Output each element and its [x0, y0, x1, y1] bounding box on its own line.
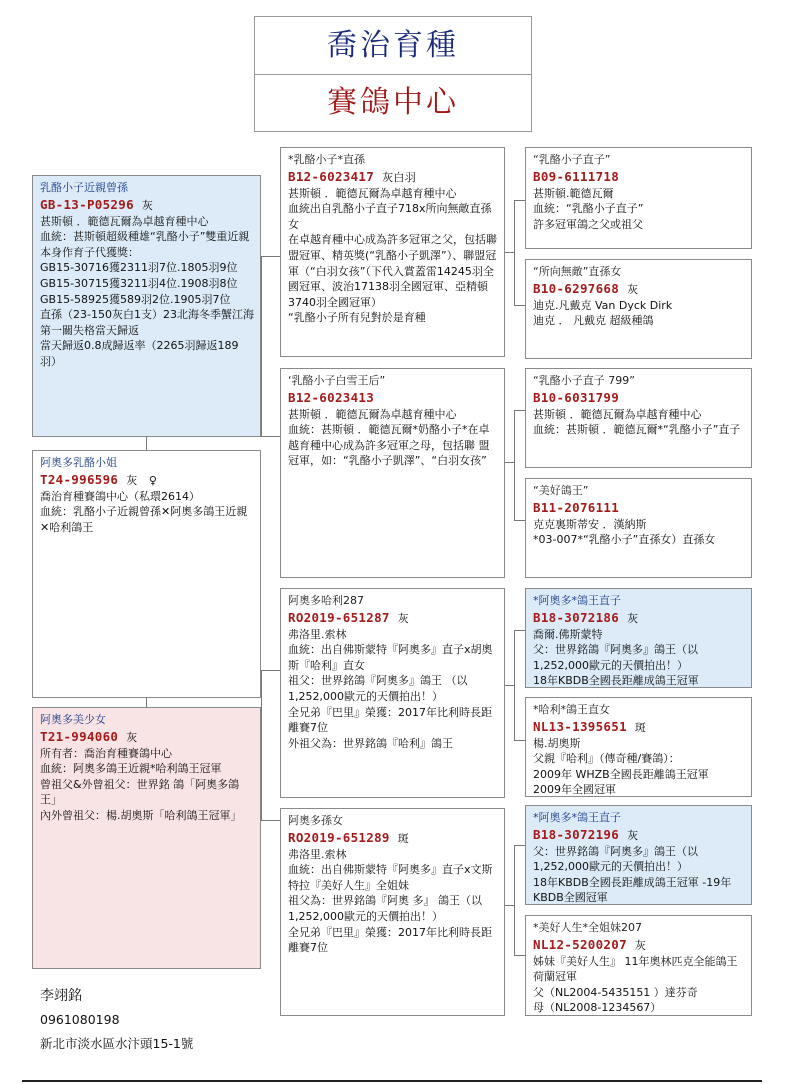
- pigeon-detail: 當天歸返0.8成歸返率（2265羽歸返189羽）: [40, 339, 239, 368]
- pigeon-detail: 父（NL2004-5435151 ）達芬奇: [533, 985, 698, 999]
- ring-number: NL13-1395651: [533, 718, 627, 734]
- pigeon-color: 灰: [634, 938, 647, 952]
- pigeon-color: 灰白羽: [382, 170, 416, 184]
- dsd-card: [525, 697, 752, 797]
- connector-line: [504, 685, 514, 686]
- sdd-card: [525, 478, 752, 578]
- connector-line: [514, 200, 515, 305]
- pigeon-color: 灰: [627, 282, 639, 296]
- pigeon-detail: 母（NL2008-1234567）: [533, 1001, 662, 1015]
- dam-dam-card: [280, 808, 505, 1016]
- pigeon-detail: 喬治育種賽鴿中心（私環2614）: [40, 489, 200, 503]
- pigeon-detail: 直孫（23-150灰白1支）23北海冬季蟹江海第一關失格當天歸返: [40, 308, 254, 337]
- connector-line: [514, 410, 515, 520]
- connector-line: [261, 436, 282, 437]
- pigeon-color: 灰: [141, 198, 154, 212]
- sire-sire-card: [280, 147, 505, 357]
- pigeon-detail: 甚斯頓 ．範德瓦爾為卓越育種中心: [40, 214, 209, 228]
- pigeon-detail: 父親『哈利』（傳奇種/賽鴿）：: [533, 752, 680, 766]
- pigeon-name: “所向無敵”直孫女: [533, 265, 622, 278]
- pigeon-detail: 甚斯頓.範德瓦爾: [533, 186, 614, 200]
- ring-number: B18-3072186: [533, 609, 620, 625]
- pigeon-detail: 在卓越育種中心成為許多冠軍之父，包括聯 盟冠軍、精英獎(“乳酪小子凱澤”）、聯盟冠 軍（“白羽女孩”（下代入賞蓋雷14245羽全國冠軍、波治17138羽全國冠軍、亞精頓3740羽全國冠軍）: [288, 233, 501, 309]
- pigeon-detail: 迪克.凡戴克 Van Dyck Dirk: [533, 298, 673, 312]
- pigeon-name: 阿奧多孫女: [288, 814, 343, 827]
- pigeon-color: 灰: [627, 611, 639, 625]
- pigeon-detail: 甚斯頓 ．範德瓦爾為卓越育種中心: [288, 186, 457, 200]
- pigeon-name: 阿奧多哈利287: [288, 594, 364, 607]
- pigeon-detail: 全兄弟『巴里』榮獲：2017年比利時長距離賽7位: [288, 925, 492, 955]
- pigeon-detail: 父：世界銘鴿『阿奧多』鴿王（以1,252,000歐元的天價拍出！）: [533, 844, 698, 874]
- connector-line: [261, 820, 282, 821]
- pigeon-detail: 祖父：世界銘鴿『阿奧多』鴿王 （以1,252,000歐元的天價拍出！）: [288, 674, 468, 703]
- contact-info: [40, 984, 193, 1056]
- pigeon-name: “乳酪小子直子 799”: [533, 374, 635, 387]
- connector-line: [261, 670, 262, 820]
- pigeon-detail: 2009年全國冠軍: [533, 783, 616, 797]
- connector-line: [504, 252, 514, 253]
- ring-number: T24-996596: [40, 471, 119, 487]
- pigeon-detail: 18年KBDB全國長距離成鴿王冠軍: [533, 674, 699, 688]
- subject-pigeon-card: [32, 175, 261, 437]
- pigeon-name: 乳酪小子近親曾孫: [40, 181, 128, 194]
- pigeon-detail: 血統：“乳酪小子直子”: [533, 202, 644, 216]
- pigeon-name: *哈利*鴿王直女: [533, 703, 610, 716]
- pigeon-detail: 血統：乳酪小子近親曾孫✕阿奧多鴿王近親✕哈利鴿王: [40, 505, 248, 534]
- pigeon-name: 阿奧多乳酪小姐: [40, 456, 117, 469]
- ring-number: RO2019-651287: [288, 609, 390, 625]
- pigeon-name: *阿奧多*鴿王直子: [533, 811, 621, 824]
- pigeon-detail: GB15-30715獲3211羽4位.1908羽8位: [40, 276, 238, 290]
- pigeon-detail: *03-007*“乳酪小子”直孫女）直孫女: [533, 533, 716, 547]
- sire-pigeon-card: [32, 450, 261, 698]
- pigeon-detail: GB15-58925獲589羽2位.1905羽7位: [40, 292, 231, 306]
- ddd-card: [525, 915, 752, 1016]
- dss-card: [525, 588, 752, 688]
- pigeon-detail: 2009年 WHZB全國長距離鴿王冠軍: [533, 767, 709, 781]
- connector-line: [261, 256, 282, 257]
- ring-number: B11-2076111: [533, 499, 620, 515]
- pigeon-detail: GB15-30716獲2311羽7位.1805羽9位: [40, 261, 238, 275]
- pigeon-detail: 血統：甚斯頓超級種雄“乳酪小子”雙重近親: [40, 230, 250, 244]
- pigeon-name: *乳酪小子*直孫: [288, 153, 365, 166]
- sds-card: [525, 368, 752, 468]
- pigeon-detail: 迪克 ． 凡戴克 超級種鴿: [533, 314, 654, 328]
- pigeon-color: 灰 ♀: [126, 473, 158, 487]
- header-title: 喬治育種: [254, 16, 532, 76]
- ring-number: GB-13-P05296: [40, 196, 134, 212]
- pigeon-color: 灰: [126, 730, 138, 744]
- connector-line: [261, 670, 282, 671]
- contact-address: 新北市淡水區水汴頭15-1號: [40, 1036, 194, 1051]
- pigeon-name: *美好人生*全姐妹207: [533, 921, 642, 934]
- pigeon-color: 灰: [627, 828, 639, 842]
- pigeon-name: ‘乳酪小子白雪王后”: [288, 374, 386, 387]
- pigeon-name: *阿奧多*鴿王直子: [533, 594, 621, 607]
- pigeon-detail: 血統：甚斯頓 ．範德瓦爾*奶酪小子*在卓越育種中心成為許多冠軍之母，包括聯 盟冠軍，如：“乳酪小子凱澤”、“白羽女孩”: [288, 423, 490, 468]
- pigeon-detail: 外祖父為：世界銘鴿『哈利』鴿王: [288, 736, 453, 750]
- pigeon-name: 阿奧多美少女: [40, 713, 106, 726]
- ring-number: T21-994060: [40, 728, 119, 744]
- ring-number: B09-6111718: [533, 168, 620, 184]
- ssd-card: [525, 259, 752, 359]
- ring-number: B12-6023413: [288, 389, 375, 405]
- pigeon-detail: 本身作育子代獲獎：: [40, 245, 139, 259]
- pigeon-detail: 所有者：喬治育種賽鴿中心: [40, 746, 172, 760]
- ring-number: B10-6297668: [533, 280, 620, 296]
- pigeon-detail: 曾祖父&外曾祖父：世界銘 鴿「阿奧多鴿王」: [40, 777, 240, 807]
- dam-pigeon-card: [32, 707, 261, 969]
- pigeon-detail: 血統：出自佛斯蒙特『阿奧多』直子x文斯特拉『美好人生』全姐妹: [288, 863, 493, 892]
- contact-name: 李翊銘: [40, 988, 82, 1004]
- pigeon-detail: 甚斯頓 ．範德瓦爾為卓越育種中心: [288, 407, 457, 421]
- ring-number: RO2019-651289: [288, 829, 390, 845]
- sss-card: [525, 147, 752, 249]
- ring-number: NL12-5200207: [533, 936, 627, 952]
- ring-number: B18-3072196: [533, 826, 620, 842]
- dds-card: [525, 805, 752, 905]
- header-subtitle: 賽鴿中心: [254, 74, 532, 132]
- pigeon-color: 斑: [634, 720, 647, 734]
- pigeon-detail: 血統：甚斯頓 ．範德瓦爾*“乳酪小子”直子: [533, 423, 741, 437]
- pigeon-name: “美好鴿王”: [533, 484, 589, 497]
- pigeon-detail: 甚斯頓 ．範德瓦爾為卓越育種中心: [533, 407, 702, 421]
- sire-dam-card: [280, 368, 505, 578]
- pigeon-detail: 楊.胡奧斯: [533, 736, 581, 750]
- pigeon-detail: 喬爾.佛斯蒙特: [533, 627, 603, 641]
- connector-line: [146, 437, 147, 450]
- pigeon-detail: 弗洛里.索林: [288, 847, 347, 861]
- connector-line: [514, 845, 515, 955]
- pigeon-detail: 弗洛里.索林: [288, 627, 347, 641]
- pigeon-detail: 姊妹『美好人生』 11年奧林匹克全能鴿王荷蘭冠軍: [533, 954, 738, 984]
- ring-number: B12-6023417: [288, 168, 375, 184]
- pigeon-detail: 許多冠軍鴿之父或祖父: [533, 217, 643, 231]
- connector-line: [146, 697, 147, 707]
- ring-number: B10-6031799: [533, 389, 620, 405]
- pigeon-color: 灰: [397, 611, 410, 625]
- pigeon-detail: 克克裏斯蒂安 ．漢納斯: [533, 517, 647, 531]
- pigeon-detail: 全兄弟『巴里』榮獲：2017年比利時長距離賽7位: [288, 705, 492, 735]
- connector-line: [504, 905, 514, 906]
- pigeon-name: “乳酪小子直子”: [533, 153, 611, 166]
- pigeon-detail: 18年KBDB全國長距離成鴿王冠軍 -19年KBDB全國冠軍: [533, 875, 732, 905]
- pigeon-detail: 內外曾祖父：楊.胡奧斯「哈利鴿王冠軍」: [40, 808, 242, 822]
- pigeon-detail: 血統：出自佛斯蒙特『阿奧多』直子x胡奧斯『哈利』直女: [288, 643, 493, 672]
- pigeon-detail: 血統出自乳酪小子直子718x所向無敵直孫女: [288, 202, 492, 231]
- pigeon-detail: 祖父為：世界銘鴿『阿奧 多』 鴿王（以1,252,000歐元的天價拍出！）: [288, 894, 482, 923]
- pigeon-detail: 血統：阿奧多鴿王近親*哈利鴿王冠軍: [40, 762, 222, 776]
- pigeon-detail: “乳酪小子所有兒對於是育種: [288, 311, 426, 325]
- dam-sire-card: [280, 588, 505, 798]
- pigeon-color: 斑: [397, 831, 410, 845]
- connector-line: [504, 462, 514, 463]
- connector-line: [261, 256, 262, 436]
- footer-divider: [22, 1080, 762, 1082]
- pigeon-detail: 父：世界銘鴿『阿奧多』鴿王（以1,252,000歐元的天價拍出！）: [533, 643, 698, 672]
- contact-phone: 0961080198: [40, 1012, 120, 1027]
- connector-line: [514, 630, 515, 740]
